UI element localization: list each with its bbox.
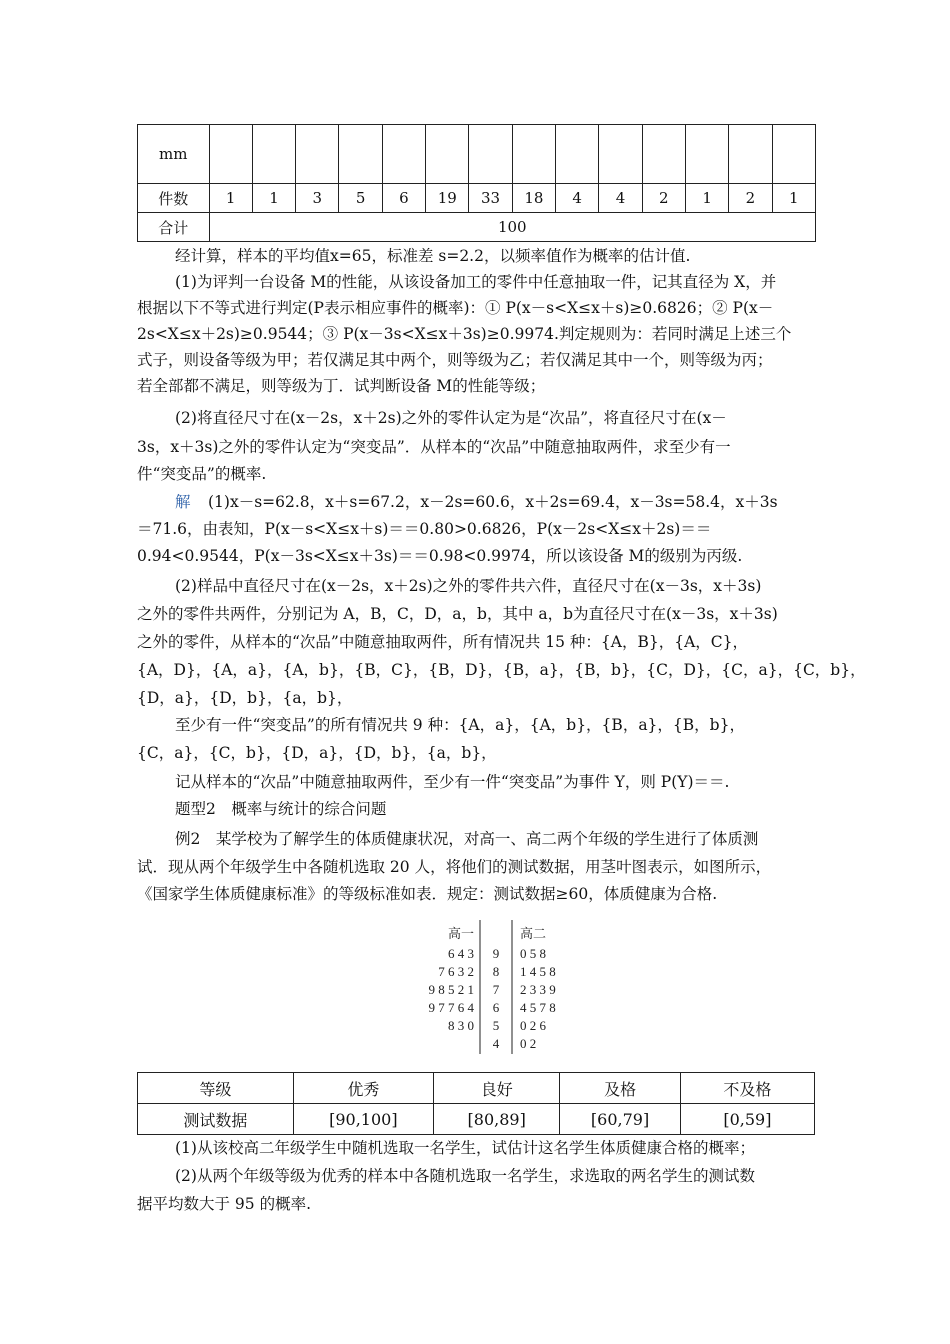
grade-header-cell: 不及格 [680, 1073, 814, 1104]
text-line: (2)将直径尺寸在(x－2s，x＋2s)之外的零件认定为是“次品”，将直径尺寸在(x－ [175, 409, 727, 427]
stem-value: 5 [492, 1018, 500, 1033]
text-line: (1)x－s=62.8，x＋s=67.2，x－2s=60.6，x＋2s=69.4，x－3s=58.4，x＋3s [208, 493, 778, 511]
text-line: 经计算，样本的平均值x=65，标准差 s=2.2，以频率值作为概率的估计值. [175, 247, 691, 265]
unit-cell: mm [138, 125, 210, 184]
stem-rows [429, 946, 556, 1051]
frequency-table [137, 124, 816, 242]
count-cell: 5 [339, 184, 382, 213]
count-label: 件数 [138, 184, 210, 213]
text-line: 例2 某学校为了解学生的体质健康状况，对高一、高二两个年级的学生进行了体质测 [175, 830, 759, 848]
stem-value: 8 [492, 964, 500, 979]
solution-label: 解 [175, 493, 191, 511]
leaf-right: 4 5 7 8 [520, 1000, 556, 1015]
leaf-left: 7 6 3 2 [438, 964, 474, 979]
range-cell: [90,100] [293, 1104, 433, 1135]
text-line: 件“突变品”的概率. [137, 465, 267, 483]
text-line: {D，a}，{D，b}，{a，b}， [137, 689, 353, 707]
leaf-left: 6 4 3 [448, 946, 474, 961]
grade-header-cell: 优秀 [293, 1073, 433, 1104]
text-line: 记从样本的“次品”中随意抽取两件，至少有一件“突变品”为事件 Y，则 P(Y)＝＝. [175, 773, 730, 791]
row-label: 测试数据 [138, 1104, 294, 1135]
total-row [138, 213, 816, 242]
grade-table [137, 1072, 815, 1135]
total-label: 合计 [138, 213, 210, 242]
count-cell: 33 [469, 184, 512, 213]
text-line: 根据以下不等式进行判定(P表示相应事件的概率)：① P(x－s<X≤x＋s)≥0.6826；② P(x－ [137, 299, 774, 317]
text-line: (2)样品中直径尺寸在(x－2s，x＋2s)之外的零件共六件，直径尺寸在(x－3s，x＋3s) [175, 577, 762, 595]
count-cell: 2 [729, 184, 772, 213]
stem-leaf-svg [400, 918, 590, 1058]
stem-value: 6 [492, 1000, 500, 1015]
text-line: 至少有一件“突变品”的所有情况共 9 种：{A，a}，{A，b}，{B，a}，{B，b}， [175, 716, 745, 734]
leaf-right: 2 3 3 9 [520, 982, 556, 997]
count-cell: 3 [296, 184, 339, 213]
range-cell: [60,79] [560, 1104, 680, 1135]
text-line: 0.94<0.9544，P(x－3s<X≤x＋3s)＝＝0.98<0.9974，所以该设备 M的级别为丙级. [137, 547, 743, 565]
right-header: 高二 [520, 926, 547, 941]
leaf-right: 0 2 [520, 1036, 537, 1051]
leaf-left: 9 7 7 6 4 [428, 1000, 474, 1015]
text-line: ＝71.6，由表知，P(x－s<X≤x＋s)＝＝0.80>0.6826，P(x－2s<X≤x＋2s)＝＝ [137, 520, 712, 538]
text-line: {C，a}，{C，b}，{D，a}，{D，b}，{a，b}， [137, 744, 497, 762]
section-heading: 题型2 概率与统计的综合问题 [175, 800, 387, 818]
stem-value: 4 [492, 1036, 500, 1051]
text-line: (1)为评判一台设备 M的性能，从该设备加工的零件中任意抽取一件，记其直径为 X，并 [175, 273, 777, 291]
stem-value: 9 [492, 946, 500, 961]
count-cell: 18 [512, 184, 555, 213]
count-cell: 1 [685, 184, 728, 213]
count-cell: 1 [209, 184, 252, 213]
text-line: 《国家学生体质健康标准》的等级标准如表．规定：测试数据≥60，体质健康为合格. [137, 885, 718, 903]
question-line: (2)从两个年级等级为优秀的样本中各随机选取一名学生，求选取的两名学生的测试数 [175, 1167, 755, 1185]
range-cell: [80,89] [434, 1104, 560, 1135]
grade-data-row [138, 1104, 815, 1135]
text-line: 2s<X≤x＋2s)≥0.9544；③ P(x－3s<X≤x＋3s)≥0.9974.判定规则为：若同时满足上述三个 [137, 325, 792, 343]
question-line: (1)从该校高二年级学生中随机选取一名学生，试估计这名学生体质健康合格的概率； [175, 1139, 755, 1157]
count-cell: 1 [252, 184, 295, 213]
text-line: 之外的零件共两件，分别记为 A，B，C，D，a，b，其中 a，b为直径尺寸在(x－3s，x＋3s) [137, 605, 778, 623]
leaf-left: 9 8 5 2 1 [428, 982, 474, 997]
leaf-right: 0 2 6 [520, 1018, 546, 1033]
text-line: 3s，x＋3s)之外的零件认定为“突变品”．从样本的“次品”中随意抽取两件，求至少有一 [137, 438, 731, 456]
count-cell: 4 [599, 184, 642, 213]
grade-header-cell: 良好 [434, 1073, 560, 1104]
count-cell: 4 [556, 184, 599, 213]
text-line: 式子，则设备等级为甲；若仅满足其中两个，则等级为乙；若仅满足其中一个，则等级为丙； [137, 351, 773, 369]
count-row [138, 184, 816, 213]
count-cell: 19 [426, 184, 469, 213]
grade-header-cell: 等级 [138, 1073, 294, 1104]
text-line: 之外的零件，从样本的“次品”中随意抽取两件，所有情况共 15 种：{A，B}，{A，C}， [137, 633, 749, 651]
count-cell: 2 [642, 184, 685, 213]
total-value: 100 [209, 213, 815, 242]
count-cell: 1 [772, 184, 815, 213]
grade-header-row [138, 1073, 815, 1104]
leaf-right: 0 5 8 [520, 946, 546, 961]
table-header-row [138, 125, 816, 184]
text-line: 试．现从两个年级学生中各随机选取 20 人，将他们的测试数据，用茎叶图表示，如图所示， [137, 858, 772, 876]
range-cell: [0,59] [680, 1104, 814, 1135]
text-line: 若全部都不满足，则等级为丁．试判断设备 M的性能等级； [137, 377, 546, 395]
leaf-right: 1 4 5 8 [520, 964, 556, 979]
question-line: 据平均数大于 95 的概率. [137, 1195, 312, 1213]
stem-value: 7 [492, 982, 500, 997]
left-header: 高一 [447, 926, 474, 941]
leaf-left: 8 3 0 [448, 1018, 474, 1033]
count-cell: 6 [382, 184, 425, 213]
stem-leaf-plot [400, 918, 590, 1058]
grade-header-cell: 及格 [560, 1073, 680, 1104]
text-line: {A，D}，{A，a}，{A，b}，{B，C}，{B，D}，{B，a}，{B，b}，{C，D}，{C，a}，{C，b}， [137, 661, 866, 679]
